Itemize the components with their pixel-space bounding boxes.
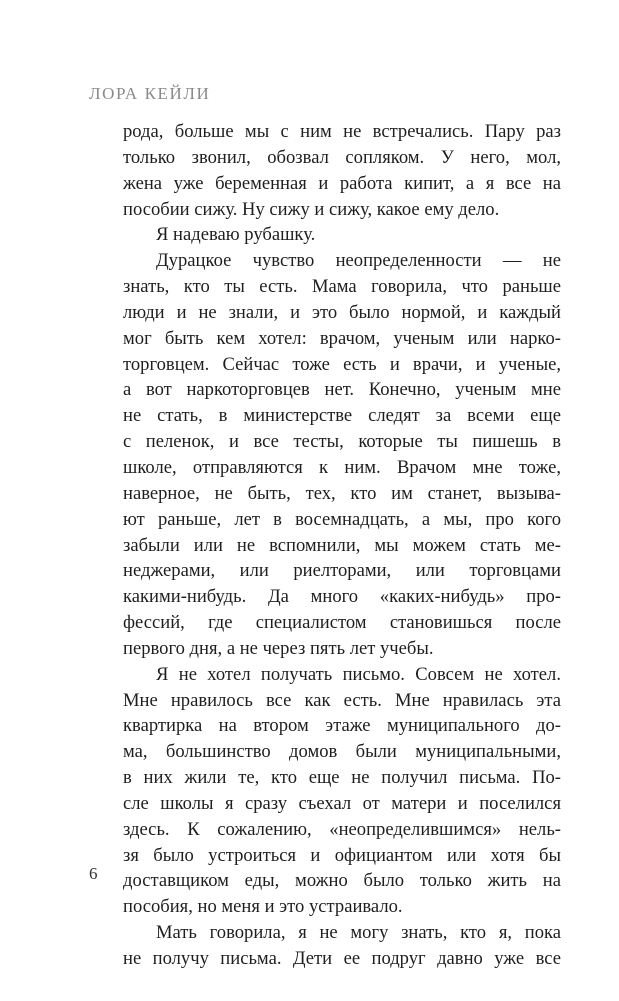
text-line: какими-нибудь. Да много «каких-нибудь» про- (123, 586, 561, 608)
text-line: а вот наркоторговцев нет. Конечно, ученым мне (123, 379, 561, 401)
text-line: ют раньше, лет в восемнадцать, а мы, про кого (123, 508, 561, 530)
text-line: сле школы я сразу съехал от матери и поселился (123, 792, 561, 814)
text-line: пособия, но меня и это устраивало. (123, 896, 403, 918)
text-line: в них жили те, кто еще не получил письма. По- (123, 767, 561, 789)
text-line: с пеленок, и все тесты, которые ты пишешь в (123, 431, 561, 453)
text-line: Мать говорила, я не могу знать, кто я, пока (156, 922, 561, 944)
text-line: Мне нравилось все как есть. Мне нравилась эта (123, 689, 561, 711)
text-line: рода, больше мы с ним не встречались. Пару раз (123, 121, 561, 142)
text-line: доставщиком еды, можно было только жить на (123, 870, 561, 892)
text-line: первого дня, а не через пять лет учебы. (123, 637, 434, 659)
text-line: торговцем. Сейчас тоже есть и врачи, и ученые, (123, 353, 561, 375)
text-line: не получу письма. Дети ее подруг давно уже все (123, 948, 561, 969)
text-line: только звонил, обозвал сопляком. У него, мол, (123, 146, 561, 168)
text-line: ма, большинство домов были муниципальными, (123, 741, 561, 763)
text-line: люди и не знали, и это было нормой, и каждый (123, 301, 561, 323)
body-text (123, 119, 561, 972)
text-line: Я надеваю рубашку. (156, 224, 316, 246)
text-line: мог быть кем хотел: врачом, ученым или нарко- (123, 327, 561, 349)
text-line: Я не хотел получать письмо. Совсем не хотел. (156, 663, 561, 685)
text-line: зя было устроиться и официантом или хотя бы (123, 844, 561, 866)
text-line: жена уже беременная и работа кипит, а я все на (123, 172, 561, 194)
page-number: 6 (89, 864, 98, 883)
text-line: здесь. К сожалению, «неопределившимся» нель- (123, 818, 561, 840)
text-line: не стать, в министерстве следят за всеми еще (123, 405, 561, 427)
text-line: знать, кто ты есть. Мама говорила, что раньше (123, 276, 561, 298)
running-head: ЛОРА КЕЙЛИ (89, 84, 211, 103)
text-line: забыли или не вспомнили, мы можем стать ме- (123, 534, 561, 556)
text-line: школе, отправляются к ним. Врачом мне тоже, (123, 456, 561, 478)
text-line: неджерами, или риелторами, или торговцами (123, 560, 561, 582)
text-line: квартирка на втором этаже муниципального до- (123, 715, 561, 737)
text-line: пособии сижу. Ну сижу и сижу, какое ему дело. (123, 198, 500, 220)
text-line: Дурацкое чувство неопределенности — не (156, 250, 561, 272)
text-line: наверное, не быть, тех, кто им станет, вызыва- (123, 482, 561, 504)
text-line: фессий, где специалистом становишься после (123, 612, 561, 634)
